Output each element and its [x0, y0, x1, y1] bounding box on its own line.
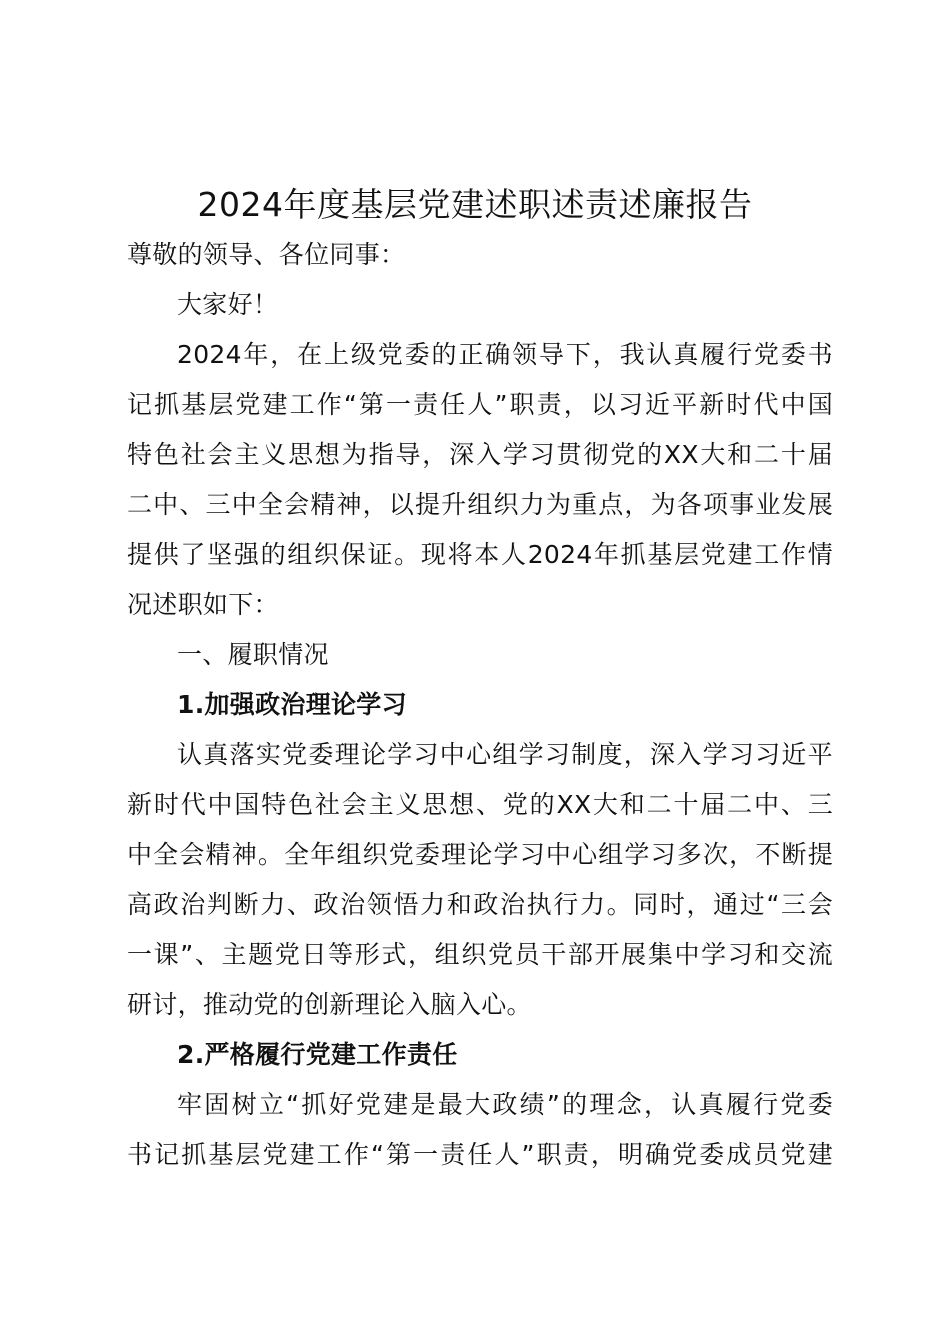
- intro-line: 记抓基层党建工作“第一责任人”职责，以习近平新时代中国: [127, 390, 833, 419]
- paragraph-line: 一课”、主题党日等形式，组织党员干部开展集中学习和交流: [127, 940, 833, 969]
- paragraph-line: 中全会精神。全年组织党委理论学习中心组学习多次，不断提: [127, 840, 833, 869]
- intro-line: 提供了坚强的组织保证。现将本人2024年抓基层党建工作情: [127, 540, 833, 569]
- intro-line: 况述职如下：: [127, 590, 279, 619]
- intro-line: 二中、三中全会精神，以提升组织力为重点，为各项事业发展: [127, 490, 833, 519]
- paragraph-line: 新时代中国特色社会主义思想、党的XX大和二十届二中、三: [127, 790, 833, 819]
- salutation: 尊敬的领导、各位同事：: [127, 240, 406, 269]
- paragraph-line: 书记抓基层党建工作“第一责任人”职责，明确党委成员党建: [127, 1140, 833, 1169]
- subsection-heading: 1.加强政治理论学习: [177, 690, 407, 719]
- paragraph-line: 认真落实党委理论学习中心组学习制度，深入学习习近平: [177, 740, 833, 769]
- paragraph-line: 牢固树立“抓好党建是最大政绩”的理念，认真履行党委: [177, 1090, 833, 1119]
- greeting: 大家好！: [177, 290, 279, 319]
- paragraph-line: 高政治判断力、政治领悟力和政治执行力。同时，通过“三会: [127, 890, 833, 919]
- section-heading: 一、履职情况: [177, 640, 329, 669]
- document-title: 2024年度基层党建述职述责述廉报告: [197, 185, 753, 224]
- paragraph-line: 研讨，推动党的创新理论入脑入心。: [127, 990, 532, 1019]
- intro-line: 2024年，在上级党委的正确领导下，我认真履行党委书: [177, 340, 833, 369]
- subsection-heading: 2.严格履行党建工作责任: [177, 1040, 458, 1069]
- document-body: [127, 230, 833, 1180]
- intro-line: 特色社会主义思想为指导，深入学习贯彻党的XX大和二十届: [127, 440, 833, 469]
